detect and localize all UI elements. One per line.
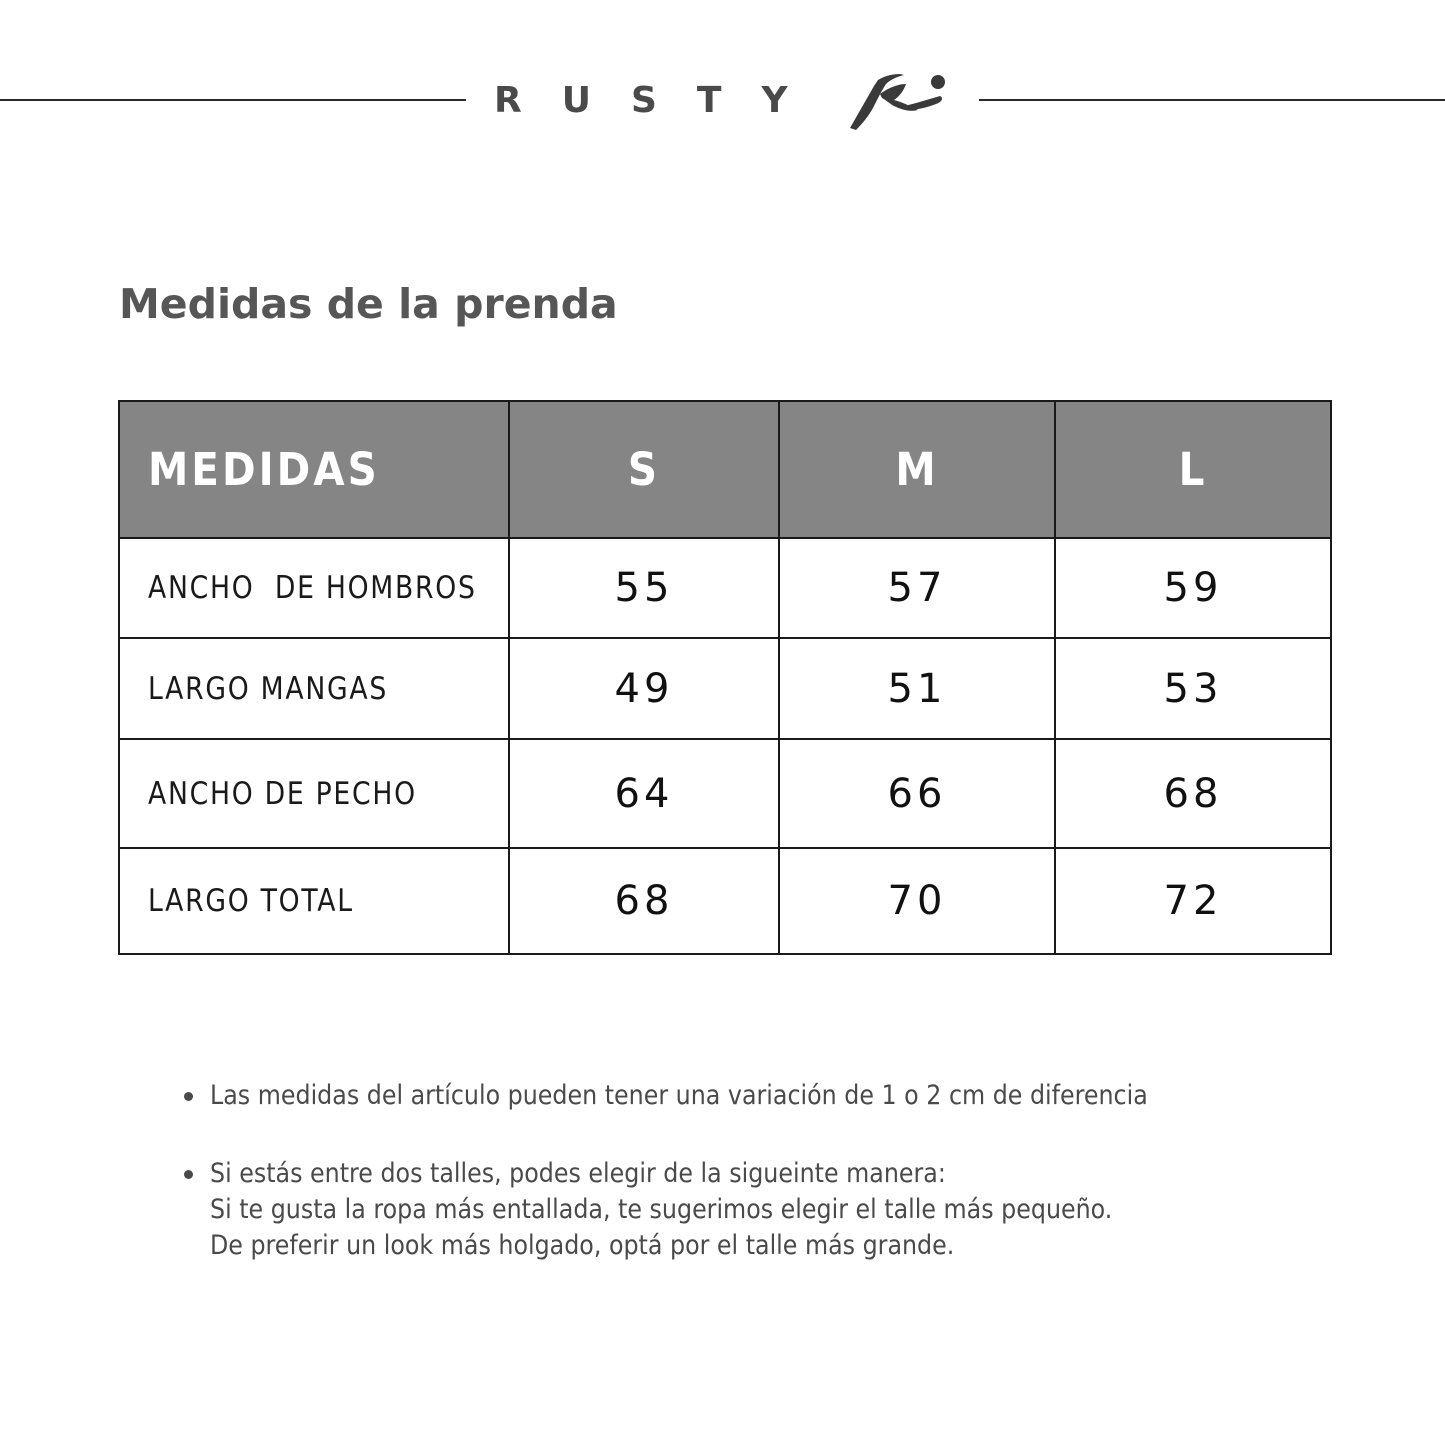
value-m: 66 bbox=[779, 739, 1055, 848]
value-l: 53 bbox=[1055, 638, 1331, 739]
note-line: Si te gusta la ropa más entallada, te sugerimos elegir el talle más pequeño. bbox=[210, 1194, 1113, 1225]
value-l: 59 bbox=[1055, 538, 1331, 638]
row-label-text: LARGO TOTAL bbox=[148, 883, 354, 919]
brand-name: RUSTY bbox=[494, 80, 828, 121]
value-s: 49 bbox=[509, 638, 779, 739]
row-label bbox=[119, 638, 509, 739]
value-s: 64 bbox=[509, 739, 779, 848]
value-s: 55 bbox=[509, 538, 779, 638]
rusty-r-logo-icon bbox=[844, 70, 954, 132]
row-label bbox=[119, 848, 509, 954]
header-size-s: S bbox=[509, 401, 779, 538]
value-m: 70 bbox=[779, 848, 1055, 954]
bullet-icon bbox=[184, 1170, 193, 1179]
table-header-row bbox=[119, 401, 1331, 538]
note-line: Si estás entre dos talles, podes elegir de la sigueinte manera: bbox=[210, 1158, 946, 1189]
notes-list bbox=[184, 1078, 1364, 1264]
table-row bbox=[119, 848, 1331, 954]
note-line: Las medidas del artículo pueden tener una variación de 1 o 2 cm de diferencia bbox=[210, 1080, 1148, 1111]
header-divider-left bbox=[0, 99, 466, 101]
bullet-icon bbox=[184, 1092, 193, 1101]
table-row bbox=[119, 638, 1331, 739]
value-l: 68 bbox=[1055, 739, 1331, 848]
row-label-text: ANCHO DE PECHO bbox=[148, 775, 417, 812]
row-label-text: LARGO MANGAS bbox=[148, 670, 388, 707]
brand-logo bbox=[480, 70, 960, 132]
value-l: 72 bbox=[1055, 848, 1331, 954]
note-item bbox=[184, 1078, 1364, 1114]
table-row bbox=[119, 538, 1331, 638]
header-divider-right bbox=[979, 99, 1445, 101]
page-title: Medidas de la prenda bbox=[119, 280, 618, 328]
value-m: 57 bbox=[779, 538, 1055, 638]
table-row bbox=[119, 739, 1331, 848]
value-s: 68 bbox=[509, 848, 779, 954]
header-size-l: L bbox=[1055, 401, 1331, 538]
header-size-m: M bbox=[779, 401, 1055, 538]
row-label bbox=[119, 538, 509, 638]
row-label bbox=[119, 739, 509, 848]
header-measure-label: MEDIDAS bbox=[119, 401, 509, 538]
value-m: 51 bbox=[779, 638, 1055, 739]
size-table bbox=[118, 400, 1332, 955]
note-item bbox=[184, 1156, 1364, 1264]
row-label-text: ANCHO DE HOMBROS bbox=[148, 570, 477, 606]
note-line: De preferir un look más holgado, optá por el talle más grande. bbox=[210, 1230, 955, 1261]
